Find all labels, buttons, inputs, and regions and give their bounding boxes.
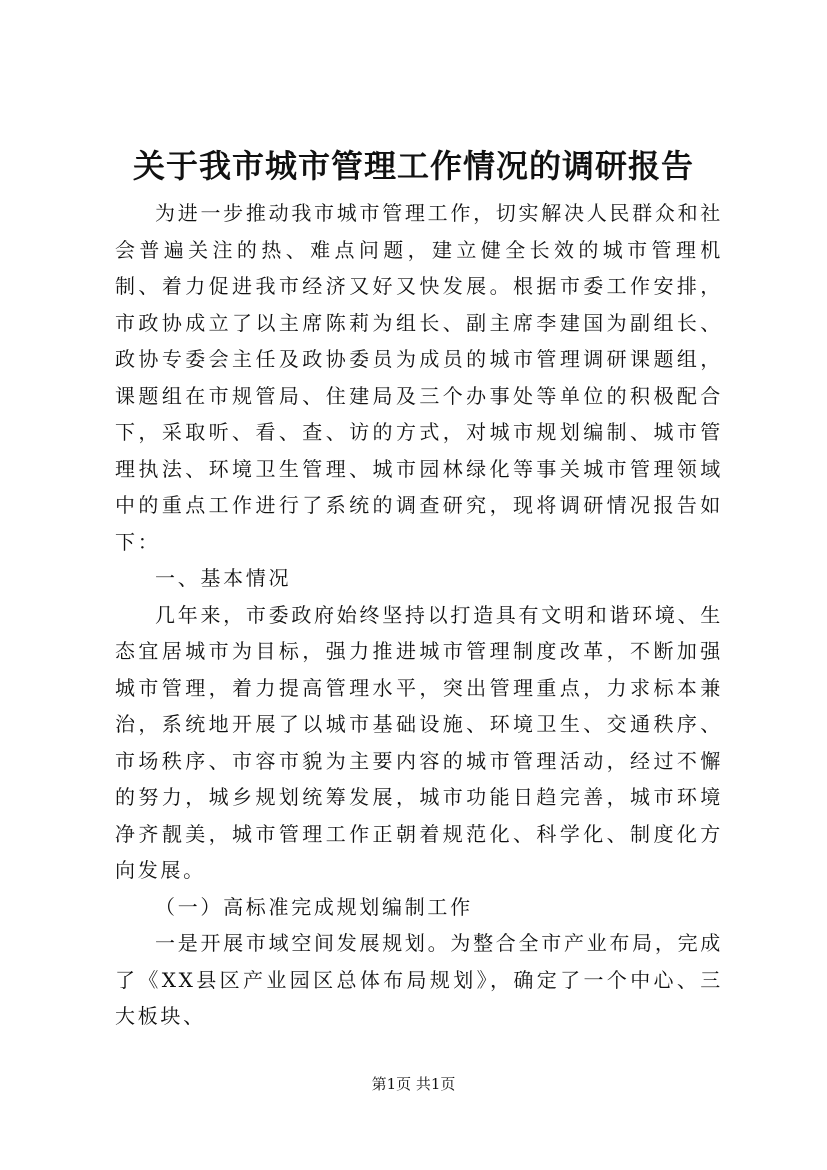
document-title: 关于我市城市管理工作情况的调研报告 [132,147,694,185]
basic-situation-paragraph: 几年来，市委政府始终坚持以打造具有文明和谐环境、生态宜居城市为目标，强力推进城市管理制度改革，不断加强城市管理，着力提高管理水平，突出管理重点，力求标本兼治，系统地开展了以城市基础设施、环境卫生、交通秩序、市场秩序、市容市貌为主要内容的城市管理活动，经过不懈的努力，城乡规划统筹发展，城市功能日趋完善，城市环境净齐靓美，城市管理工作正朝着规范化、科学化、制度化方向发展。 [115,602,723,882]
subsection-heading-planning: （一）高标准完成规划编制工作 [155,894,473,919]
document-body [115,195,723,1035]
planning-paragraph: 一是开展市域空间发展规划。为整合全市产业布局，完成了《XX县区产业园区总体布局规划》，确定了一个中心、三大板块、 [115,931,723,1028]
section-heading-basic: 一、基本情况 [155,566,292,590]
intro-paragraph: 为进一步推动我市城市管理工作，切实解决人民群众和社会普遍关注的热、难点问题，建立健全长效的城市管理机制、着力促进我市经济又好又快发展。根据市委工作安排，市政协成立了以主席陈莉为组长、副主席李建国为副组长、政协专委会主任及政协委员为成员的城市管理调研课题组，课题组在市规管局、住建局及三个办事处等单位的积极配合下，采取听、看、查、访的方式，对城市规划编制、城市管理执法、环境卫生管理、城市园林绿化等事关城市管理领域中的重点工作进行了系统的调查研究，现将调研情况报告如下： [115,201,723,554]
page-number-footer: 第1页 共1页 [371,1075,456,1093]
